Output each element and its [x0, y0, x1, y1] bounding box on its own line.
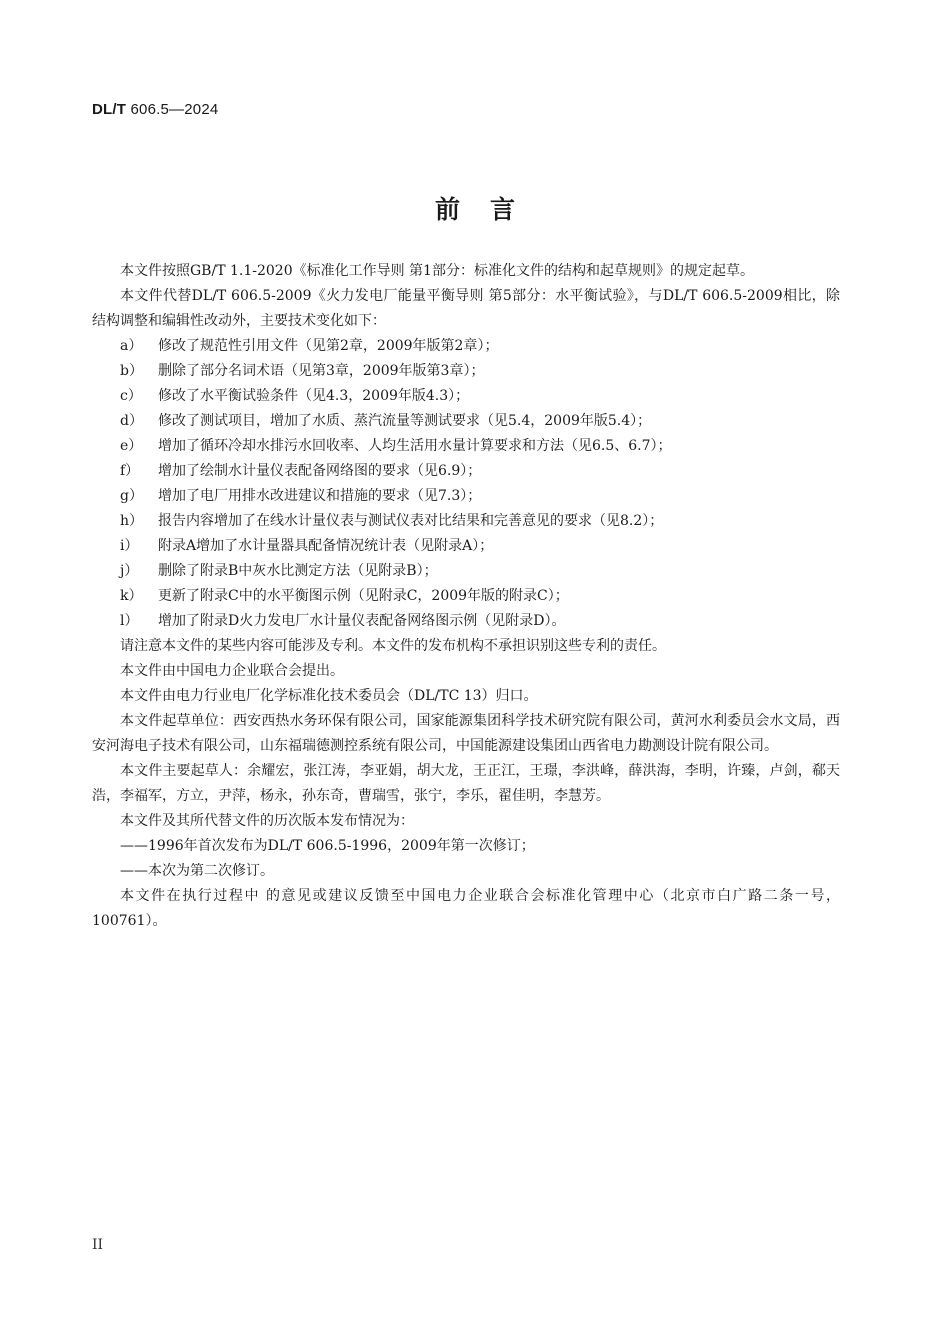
- list-item: [92, 584, 840, 609]
- list-item-mark: f）: [120, 463, 140, 479]
- list-item-text: 增加了循环冷却水排污水回收率、人均生活用水量计算要求和方法（见6.5、6.7）；: [158, 438, 672, 454]
- list-item: [92, 384, 840, 409]
- list-item: [92, 484, 840, 509]
- list-item-mark: c）: [120, 388, 142, 404]
- paragraph-history-second: ——本次为第二次修订。: [120, 863, 274, 879]
- list-item-text: 增加了绘制水计量仪表配备网络图的要求（见6.9）；: [158, 463, 482, 479]
- standard-code-prefix: DL/T: [92, 101, 127, 118]
- paragraph-drafting-rules: 本文件按照GB/T 1.1-2020《标准化工作导则 第1部分：标准化文件的结构和起草规则》的规定起草。: [120, 263, 754, 279]
- standard-code: [92, 101, 218, 118]
- paragraph-history-first: ——1996年首次发布为DL/T 606.5-1996，2009年第一次修订；: [120, 838, 535, 854]
- paragraph-proposer: 本文件由中国电力企业联合会提出。: [120, 663, 344, 679]
- list-item-mark: j）: [120, 563, 139, 579]
- list-item: [92, 534, 840, 559]
- list-item: [92, 409, 840, 434]
- page-number: II: [92, 1237, 104, 1253]
- list-item-mark: e）: [120, 438, 143, 454]
- list-item: [92, 334, 840, 359]
- list-item-text: 删除了附录B中灰水比测定方法（见附录B）；: [158, 563, 438, 579]
- list-item: [92, 609, 840, 634]
- paragraph-feedback: 本文件在执行过程中 的意见或建议反馈至中国电力企业联合会标准化管理中心（北京市白广路二条一号，100761）。: [92, 888, 840, 929]
- list-item-text: 更新了附录C中的水平衡图示例（见附录C，2009年版的附录C）；: [158, 588, 569, 604]
- foreword-body: [92, 259, 840, 934]
- list-item-text: 删除了部分名词术语（见第3章，2009年版第3章）；: [158, 363, 485, 379]
- list-item-mark: i）: [120, 538, 139, 554]
- list-item-text: 附录A增加了水计量器具配备情况统计表（见附录A）；: [158, 538, 494, 554]
- list-item-mark: h）: [120, 513, 144, 529]
- list-item-text: 修改了规范性引用文件（见第2章，2009年版第2章）；: [158, 338, 499, 354]
- paragraph-drafting-units: 本文件起草单位：西安西热水务环保有限公司，国家能源集团科学技术研究院有限公司，黄河水利委员会水文局，西安河海电子技术有限公司，山东福瑞德测控系统有限公司，中国能源建设集团山西省电力勘测设计院有限公司。: [92, 713, 840, 754]
- list-item-mark: d）: [120, 413, 143, 429]
- list-item-text: 修改了测试项目，增加了水质、蒸汽流量等测试要求（见5.4，2009年版5.4）；: [158, 413, 652, 429]
- list-item: [92, 559, 840, 584]
- paragraph-patent-notice: 请注意本文件的某些内容可能涉及专利。本文件的发布机构不承担识别这些专利的责任。: [120, 638, 666, 654]
- standard-code-number: 606.5—2024: [130, 101, 219, 118]
- list-item: [92, 359, 840, 384]
- list-item-mark: k）: [120, 588, 143, 604]
- list-item: [92, 459, 840, 484]
- list-item: [92, 509, 840, 534]
- list-item-mark: a）: [120, 338, 143, 354]
- paragraph-committee: 本文件由电力行业电厂化学标准化技术委员会（DL/TC 13）归口。: [120, 688, 538, 704]
- paragraph-history-intro: 本文件及其所代替文件的历次版本发布情况为：: [120, 813, 414, 829]
- list-item-text: 增加了电厂用排水改进建议和措施的要求（见7.3）；: [158, 488, 482, 504]
- list-item-mark: b）: [120, 363, 143, 379]
- list-item-mark: g）: [120, 488, 143, 504]
- list-item-text: 报告内容增加了在线水计量仪表与测试仪表对比结果和完善意见的要求（见8.2）；: [158, 513, 664, 529]
- paragraph-replacement: 本文件代替DL/T 606.5-2009《火力发电厂能量平衡导则 第5部分：水平衡试验》，与DL/T 606.5-2009相比，除结构调整和编辑性改动外，主要技术变化如下：: [92, 288, 840, 329]
- list-item-text: 修改了水平衡试验条件（见4.3，2009年版4.3）；: [158, 388, 470, 404]
- page-title: 前言: [434, 195, 545, 224]
- list-item-mark: l）: [120, 613, 139, 629]
- list-item: [92, 434, 840, 459]
- paragraph-drafters: 本文件主要起草人：余耀宏，张江涛，李亚娟，胡大龙，王正江，王璟，李洪峰，薛洪海，李明，许臻，卢剑，郗天浩，李福军，方立，尹萍，杨永，孙东奇，曹瑞雪，张宁，李乐，翟佳明，李慧芳。: [92, 763, 840, 804]
- list-item-text: 增加了附录D火力发电厂水计量仪表配备网络图示例（见附录D）。: [158, 613, 566, 629]
